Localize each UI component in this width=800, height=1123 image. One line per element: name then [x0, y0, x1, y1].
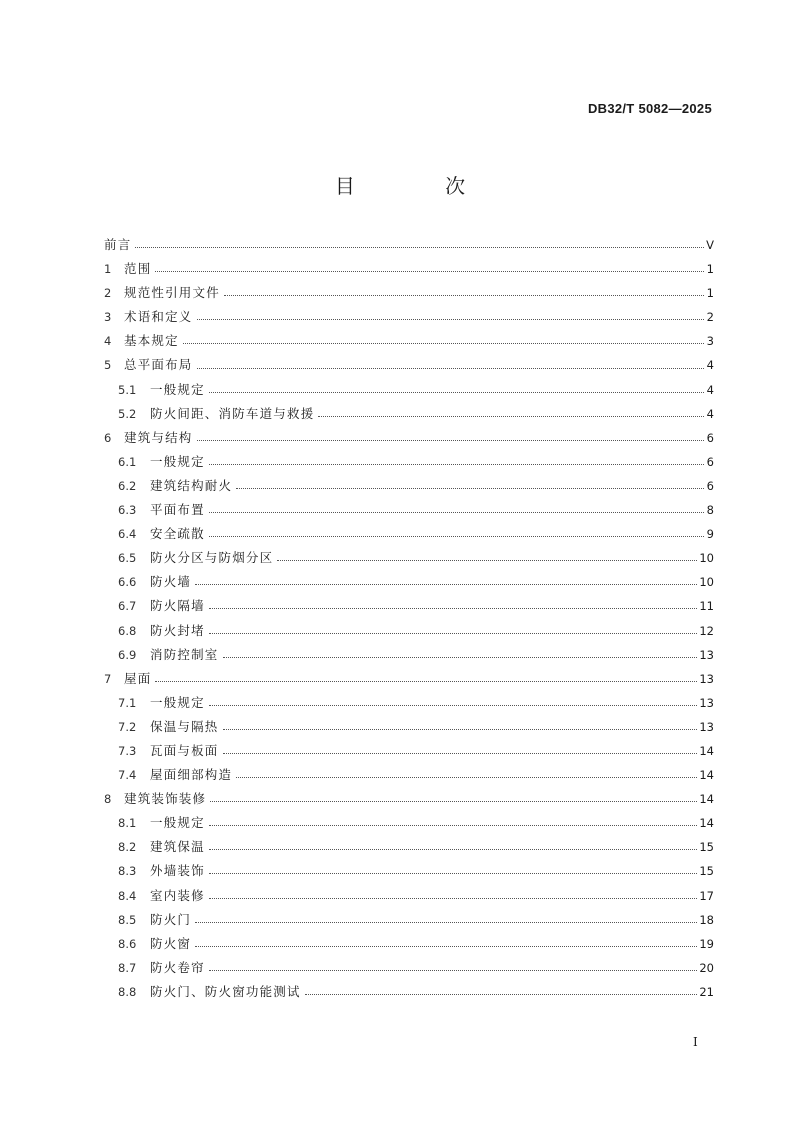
toc-dot-leader [305, 993, 698, 995]
toc-entry-page: 2 [706, 310, 714, 325]
toc-entry-title: 安全疏散 [150, 526, 205, 542]
toc-entry[interactable] [104, 257, 714, 281]
toc-entry-page: 10 [699, 575, 714, 590]
toc-dot-leader [223, 752, 698, 754]
toc-dot-leader [236, 487, 704, 489]
page-number: Ⅰ [693, 1035, 698, 1049]
toc-entry-number: 6 [104, 430, 112, 445]
toc-dot-leader [209, 391, 704, 393]
toc-dot-leader [209, 632, 698, 634]
toc-entry-number: 6.6 [118, 575, 137, 590]
page-title: 目 次 [334, 174, 508, 198]
toc-dot-leader [197, 367, 704, 369]
toc-dot-leader [209, 535, 704, 537]
toc-entry-number: 5.1 [118, 382, 137, 397]
toc-entry[interactable] [104, 281, 714, 305]
toc-entry-page: 6 [706, 430, 714, 445]
toc-entry-page: 12 [699, 623, 714, 638]
table-of-contents [104, 233, 714, 1004]
toc-entry-page: 9 [706, 527, 714, 542]
toc-entry-page: 11 [699, 599, 714, 614]
toc-dot-leader [195, 583, 697, 585]
toc-entry-title: 防火封堵 [150, 622, 205, 638]
toc-entry-title: 防火门、防火窗功能测试 [150, 983, 301, 999]
toc-entry[interactable] [104, 643, 714, 667]
toc-entry-title: 一般规定 [150, 694, 205, 710]
toc-dot-leader [210, 800, 697, 802]
toc-entry-title: 防火窗 [150, 935, 192, 951]
toc-entry[interactable] [104, 378, 714, 402]
toc-entry-page: 14 [699, 816, 714, 831]
toc-entry-title: 防火分区与防烟分区 [150, 550, 274, 566]
toc-entry-page: 13 [699, 671, 714, 686]
toc-entry-number: 8.4 [118, 888, 137, 903]
toc-dot-leader [209, 824, 698, 826]
toc-dot-leader [155, 270, 704, 272]
toc-entry-page: 21 [699, 984, 714, 999]
toc-dot-leader [183, 342, 704, 344]
toc-dot-leader [223, 728, 698, 730]
toc-entry-page: 6 [706, 454, 714, 469]
toc-entry-title: 一般规定 [150, 381, 205, 397]
toc-dot-leader [209, 704, 698, 706]
toc-entry-page: 1 [706, 262, 714, 277]
toc-entry[interactable] [104, 908, 714, 932]
toc-entry[interactable] [104, 498, 714, 522]
toc-entry-page: 17 [699, 888, 714, 903]
toc-entry-page: 4 [706, 382, 714, 397]
toc-entry-title: 防火隔墙 [150, 598, 205, 614]
toc-entry[interactable] [104, 932, 714, 956]
document-code: DB32/T 5082—2025 [587, 101, 712, 116]
toc-entry[interactable] [104, 715, 714, 739]
toc-entry[interactable] [104, 329, 714, 353]
toc-entry-title: 瓦面与板面 [150, 742, 219, 758]
toc-entry-number: 6.7 [118, 599, 137, 614]
toc-entry-title: 总平面布局 [124, 357, 193, 373]
toc-dot-leader [209, 607, 698, 609]
toc-entry[interactable] [104, 402, 714, 426]
toc-entry[interactable] [104, 522, 714, 546]
toc-dot-leader [223, 656, 698, 658]
toc-dot-leader [318, 415, 704, 417]
toc-entry-page: 18 [699, 912, 714, 927]
toc-entry-number: 8.8 [118, 984, 137, 999]
toc-entry[interactable] [104, 835, 714, 859]
toc-entry-number: 6.5 [118, 551, 137, 566]
toc-entry-page: 19 [699, 936, 714, 951]
toc-dot-leader [209, 511, 704, 513]
toc-entry-title: 平面布置 [150, 502, 205, 518]
toc-dot-leader [224, 294, 704, 296]
toc-entry[interactable] [104, 980, 714, 1004]
toc-entry-title: 基本规定 [124, 333, 179, 349]
toc-entry-page: 15 [699, 864, 714, 879]
toc-entry[interactable] [104, 426, 714, 450]
toc-entry[interactable] [104, 474, 714, 498]
toc-entry-number: 7.1 [118, 695, 137, 710]
toc-entry-number: 8.6 [118, 936, 137, 951]
toc-entry[interactable] [104, 691, 714, 715]
toc-entry-number: 6.8 [118, 623, 137, 638]
toc-entry-page: 6 [706, 478, 714, 493]
toc-entry-title: 建筑与结构 [124, 429, 193, 445]
toc-entry-title: 建筑保温 [150, 839, 205, 855]
toc-entry-page: 14 [699, 743, 714, 758]
toc-entry-page: 3 [706, 334, 714, 349]
toc-entry[interactable] [104, 811, 714, 835]
toc-dot-leader [277, 559, 697, 561]
toc-entry-number: 7.2 [118, 719, 137, 734]
toc-entry-number: 8.1 [118, 816, 137, 831]
toc-dot-leader [197, 318, 704, 320]
toc-entry-page: 1 [706, 286, 714, 301]
toc-entry[interactable] [104, 305, 714, 329]
toc-dot-leader [209, 848, 698, 850]
toc-entry-number: 2 [104, 286, 112, 301]
toc-entry[interactable] [104, 570, 714, 594]
toc-entry-number: 6.9 [118, 647, 137, 662]
toc-dot-leader [209, 897, 698, 899]
toc-entry-title: 范围 [124, 261, 152, 277]
toc-entry-title: 防火卷帘 [150, 959, 205, 975]
toc-entry-number: 8 [104, 792, 112, 807]
toc-entry[interactable] [104, 619, 714, 643]
toc-entry-page: 13 [699, 695, 714, 710]
toc-entry-number: 6.3 [118, 503, 137, 518]
toc-dot-leader [155, 680, 697, 682]
toc-entry[interactable] [104, 594, 714, 618]
toc-entry[interactable] [104, 956, 714, 980]
toc-entry-title: 屋面 [124, 670, 152, 686]
toc-entry-title: 防火门 [150, 911, 192, 927]
toc-dot-leader [195, 921, 697, 923]
toc-entry-number: 6.1 [118, 454, 137, 469]
toc-dot-leader [209, 463, 704, 465]
toc-entry-title: 防火间距、消防车道与救援 [150, 405, 315, 421]
toc-dot-leader [135, 246, 704, 248]
toc-entry-number: 8.3 [118, 864, 137, 879]
toc-entry-page: 8 [706, 503, 714, 518]
toc-entry-page: 13 [699, 647, 714, 662]
toc-entry-number: 4 [104, 334, 112, 349]
toc-entry-page: 4 [706, 406, 714, 421]
toc-entry-page: 15 [699, 840, 714, 855]
toc-entry-title: 保温与隔热 [150, 718, 219, 734]
toc-dot-leader [236, 776, 697, 778]
toc-entry-number: 1 [104, 262, 112, 277]
toc-entry-title: 术语和定义 [124, 309, 193, 325]
toc-entry-page: 20 [699, 960, 714, 975]
toc-entry-number: 8.5 [118, 912, 137, 927]
toc-entry[interactable] [104, 546, 714, 570]
toc-entry[interactable] [104, 233, 714, 257]
toc-entry-number: 7.3 [118, 743, 137, 758]
toc-entry-page: 14 [699, 768, 714, 783]
toc-entry[interactable] [104, 739, 714, 763]
toc-entry-title: 建筑结构耐火 [150, 477, 233, 493]
toc-entry-page: Ⅴ [706, 238, 714, 252]
toc-entry-title: 一般规定 [150, 453, 205, 469]
toc-entry-number: 6.2 [118, 478, 137, 493]
toc-entry[interactable] [104, 884, 714, 908]
toc-entry-title: 建筑装饰装修 [124, 791, 207, 807]
toc-dot-leader [209, 969, 698, 971]
toc-entry-page: 4 [706, 358, 714, 373]
toc-entry-number: 5.2 [118, 406, 137, 421]
toc-entry-title: 消防控制室 [150, 646, 219, 662]
toc-entry-title: 一般规定 [150, 815, 205, 831]
toc-entry[interactable] [104, 763, 714, 787]
toc-dot-leader [195, 945, 697, 947]
toc-entry[interactable] [104, 787, 714, 811]
toc-entry-title: 外墙装饰 [150, 863, 205, 879]
toc-entry-title: 屋面细部构造 [150, 767, 233, 783]
toc-entry-title: 室内装修 [150, 887, 205, 903]
toc-entry[interactable] [104, 450, 714, 474]
toc-entry-number: 7 [104, 671, 112, 686]
toc-entry-number: 6.4 [118, 527, 137, 542]
toc-entry-number: 3 [104, 310, 112, 325]
toc-entry-number: 8.2 [118, 840, 137, 855]
toc-entry-number: 7.4 [118, 768, 137, 783]
toc-entry[interactable] [104, 353, 714, 377]
toc-entry[interactable] [104, 859, 714, 883]
toc-entry-page: 13 [699, 719, 714, 734]
toc-entry[interactable] [104, 667, 714, 691]
toc-entry-number: 5 [104, 358, 112, 373]
toc-entry-title: 防火墙 [150, 574, 192, 590]
toc-dot-leader [197, 439, 704, 441]
toc-entry-title: 规范性引用文件 [124, 285, 220, 301]
toc-entry-title: 前言 [104, 237, 132, 252]
toc-entry-number: 8.7 [118, 960, 137, 975]
toc-entry-page: 14 [699, 792, 714, 807]
toc-entry-page: 10 [699, 551, 714, 566]
toc-dot-leader [209, 872, 698, 874]
